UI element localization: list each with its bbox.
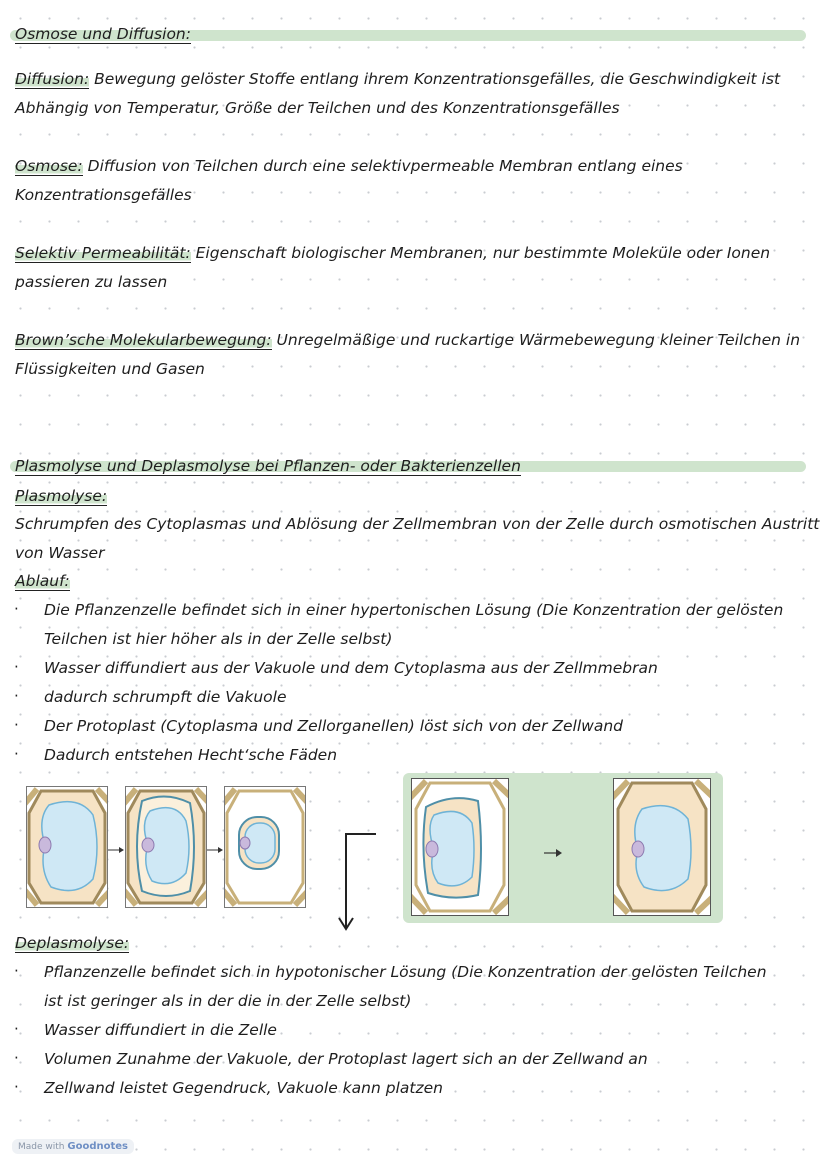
deplasmolyse-item: Zellwand leistet Gegendruck, Vakuole kann platzen [44,1079,443,1097]
ablauf-item: Die Pflanzenzelle befindet sich in einer hypertonischen Lösung (Die Konzentration der gelösten [44,601,784,619]
term-osmose: Osmose: [15,157,83,175]
label-ablauf: Ablauf: [15,572,70,590]
bullet-dot: · [14,1020,19,1038]
bullet-dot: · [14,1049,19,1067]
definition-osmose: Osmose: Diffusion von Teilchen durch eine selektivpermeable Membran entlang eines [15,157,683,175]
definition-diffusion-cont: Abhängig von Temperatur, Größe der Teilchen und des Konzentrationsgefälles [15,99,620,117]
definition-selektiv-cont: passieren zu lassen [15,273,168,291]
plasmolyse-text: Schrumpfen des Cytoplasmas und Ablösung der Zellmembran von der Zelle durch osmotischen Austritt [15,515,820,533]
plant-cell-deplasmolyse-end [613,778,711,916]
ablauf-item-cont: Teilchen ist hier höher als in der Zelle selbst) [44,630,393,648]
deplasmolyse-item: Pflanzenzelle befindet sich in hypotonischer Lösung (Die Konzentration der gelösten Teilchen [44,963,767,981]
bullet-dot: · [14,716,19,734]
deplasmolyse-item: Volumen Zunahme der Vakuole, der Protoplast lagert sich an der Zellwand an [44,1050,648,1068]
ablauf-item: Wasser diffundiert aus der Vakuole und dem Cytoplasma aus der Zellmmebran [44,659,658,677]
section-title-osmose: Osmose und Diffusion: [15,25,191,43]
deplasmolyse-item: Wasser diffundiert in die Zelle [44,1021,277,1039]
bullet-dot: · [14,600,19,618]
plant-cell-shrinking [125,786,207,908]
definition-selektiv: Selektiv Permeabilität: Eigenschaft biologischer Membranen, nur bestimmte Moleküle oder Ionen [15,244,771,262]
bullet-dot: · [14,658,19,676]
arrow-right-icon [107,840,125,850]
plant-cell-deplasmolyse-start [411,778,509,916]
bullet-dot: · [14,1078,19,1096]
term-diffusion: Diffusion: [15,70,90,88]
bullet-dot: · [14,687,19,705]
label-plasmolyse: Plasmolyse: [15,487,108,505]
section-title-plasmolyse: Plasmolyse und Deplasmolyse bei Pflanzen- oder Bakterienzellen [15,457,521,475]
label-deplasmolyse: Deplasmolyse: [15,934,130,952]
plant-cell-normal [26,786,108,908]
definition-osmose-cont: Konzentrationsgefälles [15,186,192,204]
bullet-dot: · [14,962,19,980]
arrow-right-icon [543,843,563,853]
deplasmolyse-item-cont: ist ist geringer als in der die in der Zelle selbst) [44,992,412,1010]
term-selektiv: Selektiv Permeabilität: [15,244,191,262]
plant-cell-plasmolysed [224,786,306,908]
bullet-dot: · [14,745,19,763]
ablauf-item: Dadurch entstehen Hecht‘sche Fäden [44,746,338,764]
arrow-right-icon [206,840,224,850]
arrow-down-icon [338,830,380,934]
definition-diffusion: Diffusion: Bewegung gelöster Stoffe entlang ihrem Konzentrationsgefälles, die Geschwindigkeit ist [15,70,781,88]
term-brown: Brown’sche Molekularbewegung: [15,331,272,349]
ablauf-item: Der Protoplast (Cytoplasma und Zellorganellen) löst sich von der Zellwand [44,717,623,735]
goodnotes-watermark: Made with Goodnotes [12,1139,134,1154]
plasmolyse-text-cont: von Wasser [15,544,105,562]
ablauf-item: dadurch schrumpft die Vakuole [44,688,287,706]
definition-brown: Brown’sche Molekularbewegung: Unregelmäßige und ruckartige Wärmebewegung kleiner Teilchen in [15,331,801,349]
definition-brown-cont: Flüssigkeiten und Gasen [15,360,205,378]
